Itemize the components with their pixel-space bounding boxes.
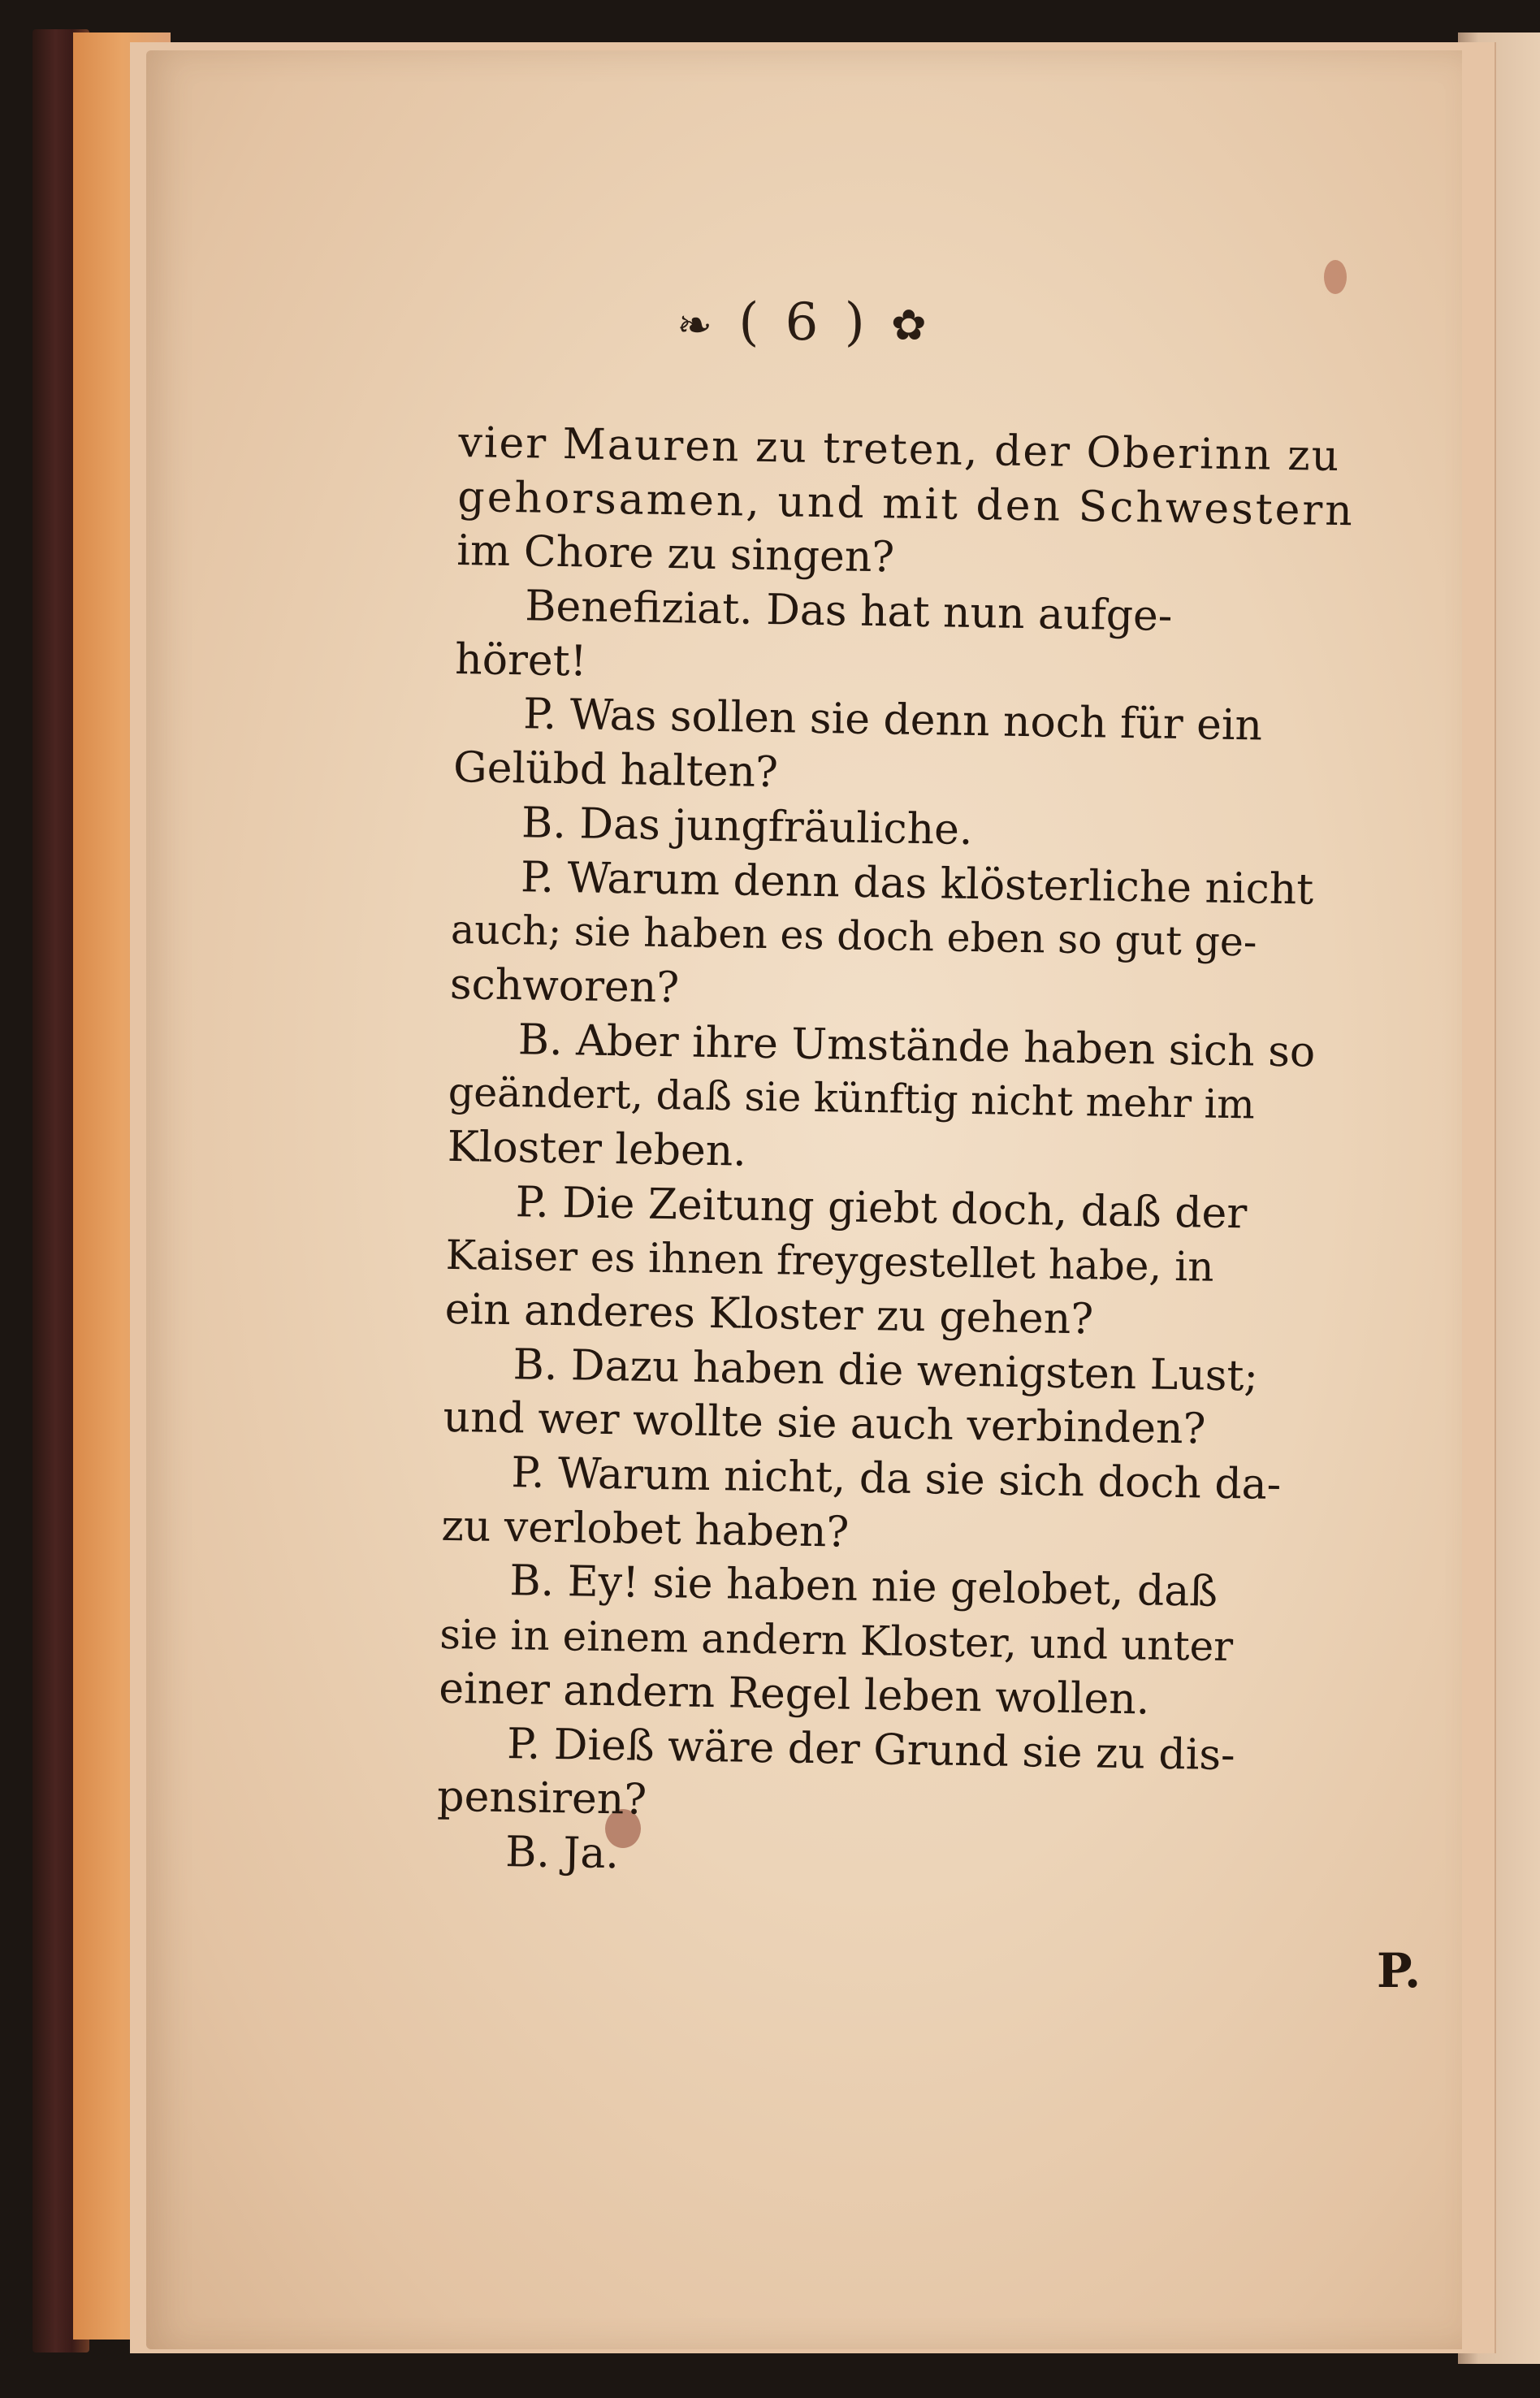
text-line: pensiren? xyxy=(436,1772,647,1825)
text-line: P. Warum nicht, da sie sich doch da- xyxy=(511,1448,1282,1510)
text-line: Gelübd halten? xyxy=(452,743,779,798)
text-line: zu verlobet haben? xyxy=(441,1501,850,1557)
ink-stain xyxy=(1324,260,1347,294)
text-line: P. Warum denn das klösterliche nicht xyxy=(520,852,1314,915)
text-line: im Chore zu singen? xyxy=(456,526,895,582)
text-line: Benefiziat. Das hat nun aufge- xyxy=(524,582,1173,641)
text-line: und wer wollte sie auch verbinden? xyxy=(443,1393,1206,1454)
text-line: auch; sie haben es doch eben so gut ge- xyxy=(450,907,1257,966)
text-line: sie in einem andern Kloster, und unter xyxy=(439,1610,1234,1671)
text-line: B. Ja. xyxy=(504,1827,620,1879)
text-line: Kloster leben. xyxy=(447,1122,747,1176)
text-line: Kaiser es ihnen freygestellet habe, in xyxy=(445,1231,1214,1292)
text-line: einer andern Regel leben wollen. xyxy=(438,1664,1150,1725)
fleuron-left-icon: ❧ xyxy=(677,301,717,350)
text-line: gehorsamen, und mit den Schwestern xyxy=(456,472,1356,536)
text-line: B. Dazu haben die wenigsten Lust; xyxy=(513,1340,1259,1401)
text-line: vier Mauren zu treten, der Oberinn zu xyxy=(458,418,1341,482)
text-line: P. Dieß wäre der Grund sie zu dis- xyxy=(506,1719,1236,1780)
page-header xyxy=(146,292,1462,353)
book-page xyxy=(146,50,1462,2349)
text-line: P. Die Zeitung giebt doch, daß der xyxy=(515,1177,1248,1238)
text-line: B. Aber ihre Umstände haben sich so xyxy=(517,1015,1316,1077)
catchword: P. xyxy=(1377,1943,1421,1998)
text-line: geändert, daß sie künftig nicht mehr im xyxy=(448,1069,1256,1128)
page-number: ( 6 ) xyxy=(738,292,870,353)
text-line: B. Das jungfräuliche. xyxy=(521,799,973,855)
text-line: B. Ey! sie haben nie gelobet, daß xyxy=(509,1556,1218,1617)
text-line: ein anderes Kloster zu gehen? xyxy=(444,1284,1094,1344)
text-line: P. Was sollen sie denn noch für ein xyxy=(522,690,1263,751)
fleuron-right-icon: ✿ xyxy=(891,301,932,350)
page-body-text xyxy=(436,416,1499,1894)
text-line: höret! xyxy=(454,634,587,686)
text-line: schworen? xyxy=(449,959,680,1013)
